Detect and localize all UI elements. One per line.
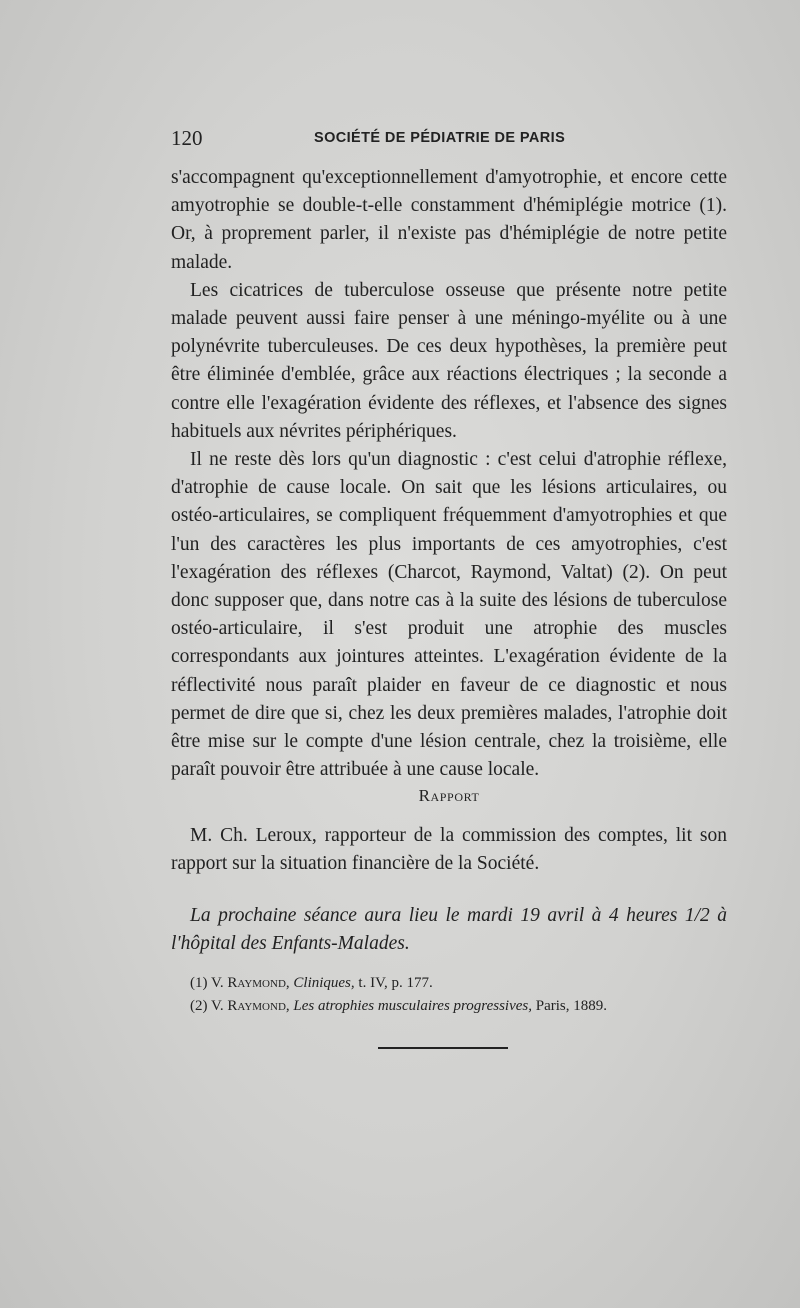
footnote-author: Raymond,	[227, 975, 290, 991]
body-text	[171, 164, 727, 784]
footnote-prefix: V.	[210, 998, 224, 1014]
running-head	[171, 126, 727, 156]
footnote-author: Raymond,	[227, 998, 290, 1014]
next-meeting-announcement	[171, 902, 727, 958]
footnote-marker: (1)	[190, 975, 208, 991]
report-section	[171, 822, 727, 878]
footnote-2	[171, 995, 727, 1018]
section-heading: Rapport	[418, 786, 480, 805]
announcement-text: La prochaine séance aura lieu le mardi 19 avril à 4 heures 1/2 à l'hôpital des Enfants-Malades.	[171, 905, 727, 955]
report-paragraph: M. Ch. Leroux, rapporteur de la commission des comptes, lit son rapport sur la situation financière de la Société.	[171, 825, 727, 875]
paragraph: Il ne reste dès lors qu'un diagnostic : c'est celui d'atrophie réflexe, d'atrophie de cause locale. On sait que les lésions articulaires, ou ostéo-articulaires, se compliquent fréquemment d'amyotrophies et que l'un des caractères les plus importants de ces amyotrophies, c'est l'exagération des réflexes (Charcot, Raymond, Valtat) (2). On peut donc supposer que, dans notre cas à la suite des lésions de tuberculose ostéo-articulaire, il s'est produit une atrophie des muscles correspondants aux jointures atteintes. L'exagération évidente de la réflectivité nous paraît plaider en faveur de ce diagnostic et nous permet de dire que si, chez les deux premières malades, l'atrophie doit être mise sur le compte d'une lésion centrale, chez la troisième, elle paraît pouvoir être attribuée à une cause locale.	[171, 449, 727, 781]
footnote-1	[171, 972, 727, 995]
footnote-work: Les atrophies musculaires progressives,	[293, 998, 532, 1014]
footnote-work: Cliniques,	[293, 975, 355, 991]
paragraph: Les cicatrices de tuberculose osseuse que présente notre petite malade peuvent aussi faire penser à une méningo-myélite ou à une polynévrite tuberculeuses. De ces deux hypothèses, la première peut être éliminée d'emblée, grâce aux réactions électriques ; la seconde a contre elle l'exagération évidente des réflexes, et l'absence des signes habituels aux névrites périphériques.	[171, 279, 727, 442]
footnote-prefix: V.	[210, 975, 224, 991]
journal-title: SOCIÉTÉ DE PÉDIATRIE DE PARIS	[314, 130, 566, 146]
end-rule	[378, 1047, 508, 1049]
page-number: 120	[171, 126, 203, 150]
footnotes	[171, 972, 727, 1018]
footnote-marker: (2)	[190, 998, 208, 1014]
footnote-rest: t. IV, p. 177.	[358, 975, 433, 991]
footnote-rest: Paris, 1889.	[535, 998, 607, 1014]
paragraph-continued: s'accompagnent qu'exceptionnellement d'amyotrophie, et encore cette amyotrophie se double-t-elle constamment d'hémiplégie motrice (1). Or, à proprement parler, il n'existe pas d'hémiplégie de notre petite malade.	[171, 167, 727, 273]
